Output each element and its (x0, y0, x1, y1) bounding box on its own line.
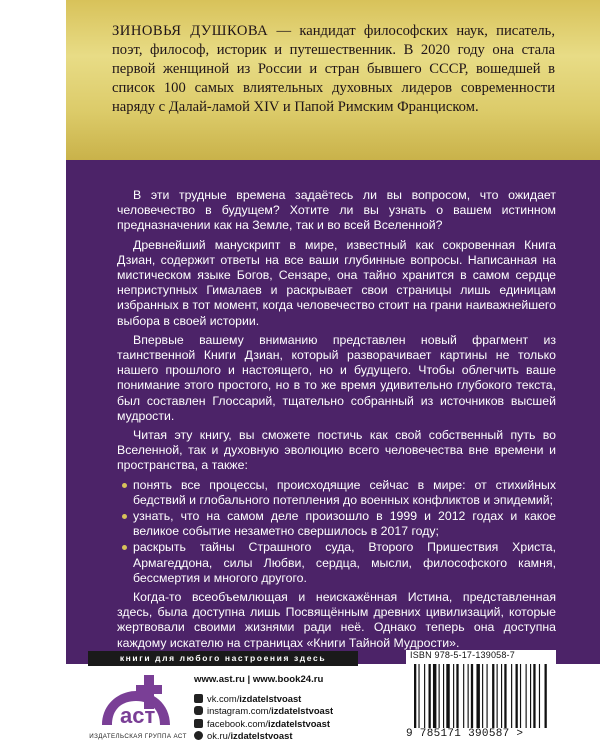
odnoklassniki-icon (194, 731, 203, 740)
vk-icon (194, 694, 203, 703)
author-name: ЗИНОВЬЯ ДУШКОВА (112, 23, 269, 39)
bullet-icon (122, 514, 127, 519)
barcode-bar (463, 664, 464, 728)
barcode-bar (453, 664, 454, 728)
barcode-bar (443, 664, 444, 728)
barcode-bar (418, 664, 419, 728)
isbn-label: ISBN 978-5-17-139058-7 (410, 650, 515, 660)
barcode-bar (456, 664, 458, 728)
tagline-bar: книги для любого настроения здесь (88, 651, 358, 666)
blurb (117, 188, 556, 655)
svg-text:аст: аст (120, 703, 156, 728)
instagram-icon (194, 706, 203, 715)
bullet-icon (122, 483, 127, 488)
barcode-bar (433, 664, 436, 728)
barcode-bar (492, 664, 494, 728)
facebook-icon (194, 719, 203, 728)
social-link-facebook[interactable]: facebook.com/ izdatelstvoast (194, 717, 394, 730)
social-link-vk[interactable]: vk.com/ izdatelstvoast (194, 692, 394, 705)
benefit-item: понять все процессы, происходящие сейчас в мире: от стихийных бедствий и глобального потепления до военных конфликтов и эпидемий; (117, 478, 556, 508)
barcode-digits: 9 785171 390587 > (406, 728, 524, 740)
barcode-bar (520, 664, 521, 728)
barcode-bar (476, 664, 479, 728)
blurb-paragraph-3: Впервые вашему вниманию представлен новый фрагмент из таинственной Книги Дзиан, который разворачивает картины не только нашего прошлого и настоящего, но и будущего. Чтобы облегчить ваше понимание этого простого, но в то же время удивительно глубокого текста, был составлен Глоссарий, тщательно собранный из источников высшей мудрости. (117, 332, 556, 423)
benefit-item: узнать, что на самом деле произошло в 1999 и 2012 годах и какое великое событие незаметно свершилось в 2017 году; (117, 509, 556, 539)
benefit-list (117, 478, 556, 586)
barcode-bar (501, 664, 502, 728)
barcode-bar (429, 664, 431, 728)
barcode-bar (482, 664, 483, 728)
barcode-bar (545, 664, 547, 728)
publisher-links (194, 674, 394, 742)
barcode-bar (468, 664, 469, 728)
social-link-odnoklassniki[interactable]: ok.ru/ izdatelstvoast (194, 730, 394, 743)
barcode-bar (504, 664, 506, 728)
barcode-bar (414, 664, 416, 728)
blurb-paragraph-2: Древнейший манускрипт в мире, известный как сокровенная Книга Дзиан, содержит ответы на все ваши глубинные вопросы. Написанная на мистическом языке Богов, Сензаре, она тайно хранится в самом сердце неприступных Гималаев и раскрывает свои страницы лишь единицам избранных в тот момент, когда человечество стоит на грани наиважнейшего выбора в своей истории. (117, 237, 556, 328)
benefit-item: раскрыть тайны Страшного суда, Второго Пришествия Христа, Армагеддона, силы Любви, сердца, мысли, философского камня, бессмертия и многого другого. (117, 540, 556, 586)
barcode-bar (511, 664, 512, 728)
blurb-paragraph-4: Читая эту книгу, вы сможете постичь как свой собственный путь во Вселенной, так и духовную эволюцию всего человечества вне времени и пространства, а также: (117, 428, 556, 473)
blurb-paragraph-5: Когда-то всеобъемлющая и неискажённая Истина, представленная здесь, была доступна лишь Посвящённым древних цивилизаций, которые жертвовали своими жизнями ради неё. Однако теперь она доступна каждому искателю на страницах «Книги Тайной Мудрости». (117, 590, 556, 650)
blurb-paragraph-1: В эти трудные времена задаётесь ли вы вопросом, что ожидает человечество в будущем? Хотите ли вы узнать о вашем истинном предназначении как на Земле, так и во всей Вселенной? (117, 188, 556, 233)
website-links[interactable]: www.ast.ru | www.book24.ru (194, 674, 324, 685)
barcode-bar (471, 664, 473, 728)
ast-logo-icon (98, 673, 174, 729)
author-bio (112, 22, 555, 117)
barcode-bar (439, 664, 440, 728)
barcode-bar (497, 664, 498, 728)
social-link-instagram[interactable]: instagram.com/ izdatelstvoast (194, 705, 394, 718)
author-bio-text: — кандидат философских наук, писатель, поэт, философ, историк и путешественник. В 2020 году она стала первой женщиной из России и стран бывшего СССР, вошедшей в список 100 самых влиятельных духовных лидеров современности наряду с Далай-ламой XIV и Папой Римским Франциском. (112, 23, 555, 115)
barcode-bar (530, 664, 531, 728)
barcode-bar (446, 664, 449, 728)
barcode-icon (414, 664, 550, 728)
barcode-bar (526, 664, 527, 728)
bullet-icon (122, 545, 127, 550)
barcode-bar (424, 664, 425, 728)
barcode-area (406, 650, 556, 744)
barcode-bar (539, 664, 540, 728)
barcode-bar (516, 664, 518, 728)
barcode-bar (533, 664, 535, 728)
publisher-caption: ИЗДАТЕЛЬСКАЯ ГРУППА АСТ (89, 733, 187, 740)
barcode-bar (487, 664, 488, 728)
ast-logo (88, 673, 187, 747)
